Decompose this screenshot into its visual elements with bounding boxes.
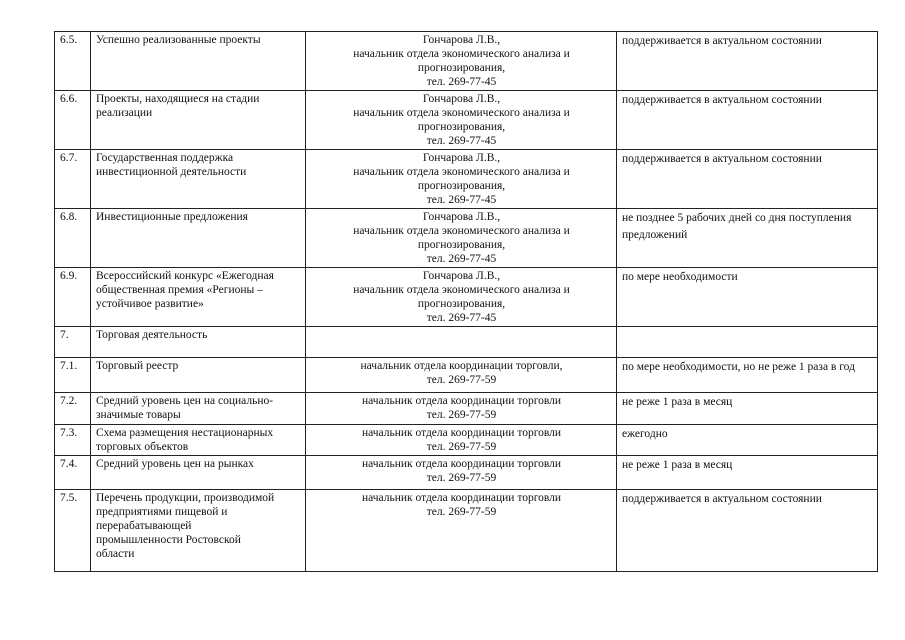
contact-line: начальник отдела экономического анализа и [353, 107, 570, 119]
contact-line: прогнозирования, [417, 121, 506, 133]
section-name: Торговая деятельность [91, 327, 306, 358]
table-row [55, 91, 878, 150]
update-period: не реже 1 раза в месяц [617, 393, 878, 425]
update-period: ежегодно [617, 425, 878, 456]
contact-line: начальник отдела экономического анализа и [353, 284, 570, 296]
update-period: не позднее 5 рабочих дней со дня поступления предложений [617, 209, 878, 268]
responsible-contact [306, 358, 617, 393]
update-period: поддерживается в актуальном состоянии [617, 32, 878, 91]
table-row [55, 456, 878, 490]
responsible-contact [306, 327, 617, 358]
responsible-contact [306, 32, 617, 91]
contact-line: начальник отдела экономического анализа и [353, 166, 570, 178]
responsible-contact [306, 425, 617, 456]
section-name: Схема размещения нестационарных торговых объектов [91, 425, 306, 456]
contact-line: Гончарова Л.В., [422, 152, 501, 164]
update-period: поддерживается в актуальном состоянии [617, 490, 878, 572]
row-number: 6.7. [55, 150, 91, 209]
contact-line: тел. 269-77-59 [426, 374, 497, 386]
contact-line: тел. 269-77-59 [426, 472, 497, 484]
contact-line: Гончарова Л.В., [422, 93, 501, 105]
section-name: Инвестиционные предложения [91, 209, 306, 268]
table-row [55, 393, 878, 425]
table-row [55, 425, 878, 456]
contact-line: начальник отдела координации торговли, [360, 360, 563, 372]
section-name: Перечень продукции, производимой предприятиями пищевой и перерабатывающей промышленности Ростовской области [91, 490, 306, 572]
row-number: 7.5. [55, 490, 91, 572]
contact-line: прогнозирования, [417, 298, 506, 310]
contact-line: начальник отдела координации торговли [361, 458, 562, 470]
contact-line: тел. 269-77-45 [426, 312, 497, 324]
contact-line: тел. 269-77-45 [426, 194, 497, 206]
responsible-contact [306, 209, 617, 268]
contact-line: Гончарова Л.В., [422, 211, 501, 223]
contact-line: тел. 269-77-59 [426, 506, 497, 518]
responsible-contact [306, 456, 617, 490]
table-row [55, 268, 878, 327]
responsible-contact [306, 268, 617, 327]
contact-line: Гончарова Л.В., [422, 34, 501, 46]
contact-line: начальник отдела экономического анализа и [353, 225, 570, 237]
section-name: Торговый реестр [91, 358, 306, 393]
row-number: 6.8. [55, 209, 91, 268]
update-period: поддерживается в актуальном состоянии [617, 150, 878, 209]
table-row [55, 209, 878, 268]
section-name: Средний уровень цен на социально- значимые товары [91, 393, 306, 425]
contact-line: прогнозирования, [417, 239, 506, 251]
responsible-contact [306, 150, 617, 209]
update-period: по мере необходимости, но не реже 1 раза в год [617, 358, 878, 393]
table-row [55, 358, 878, 393]
table-row [55, 32, 878, 91]
responsible-contact [306, 490, 617, 572]
contact-line: прогнозирования, [417, 62, 506, 74]
contact-line: начальник отдела координации торговли [361, 427, 562, 439]
update-period: не реже 1 раза в месяц [617, 456, 878, 490]
contact-line: Гончарова Л.В., [422, 270, 501, 282]
update-period: по мере необходимости [617, 268, 878, 327]
row-number: 7. [55, 327, 91, 358]
contact-line: тел. 269-77-45 [426, 253, 497, 265]
contact-line: начальник отдела экономического анализа и [353, 48, 570, 60]
update-period [617, 327, 878, 358]
contact-line: тел. 269-77-59 [426, 441, 497, 453]
section-name: Государственная поддержка инвестиционной деятельности [91, 150, 306, 209]
row-number: 7.4. [55, 456, 91, 490]
update-period: поддерживается в актуальном состоянии [617, 91, 878, 150]
row-number: 6.9. [55, 268, 91, 327]
table-row [55, 490, 878, 572]
contact-line: тел. 269-77-59 [426, 409, 497, 421]
row-number: 6.6. [55, 91, 91, 150]
row-number: 6.5. [55, 32, 91, 91]
table-body [55, 32, 878, 572]
section-name: Успешно реализованные проекты [91, 32, 306, 91]
row-number: 7.1. [55, 358, 91, 393]
section-name: Средний уровень цен на рынках [91, 456, 306, 490]
contact-line: начальник отдела координации торговли [361, 492, 562, 504]
section-name: Проекты, находящиеся на стадии реализации [91, 91, 306, 150]
row-number: 7.3. [55, 425, 91, 456]
table-row [55, 150, 878, 209]
info-table [54, 31, 878, 572]
contact-line: тел. 269-77-45 [426, 76, 497, 88]
row-number: 7.2. [55, 393, 91, 425]
responsible-contact [306, 393, 617, 425]
responsible-contact [306, 91, 617, 150]
contact-line: тел. 269-77-45 [426, 135, 497, 147]
section-name: Всероссийский конкурс «Ежегодная общественная премия «Регионы – устойчивое развитие» [91, 268, 306, 327]
contact-line: начальник отдела координации торговли [361, 395, 562, 407]
contact-line: прогнозирования, [417, 180, 506, 192]
table-row [55, 327, 878, 358]
